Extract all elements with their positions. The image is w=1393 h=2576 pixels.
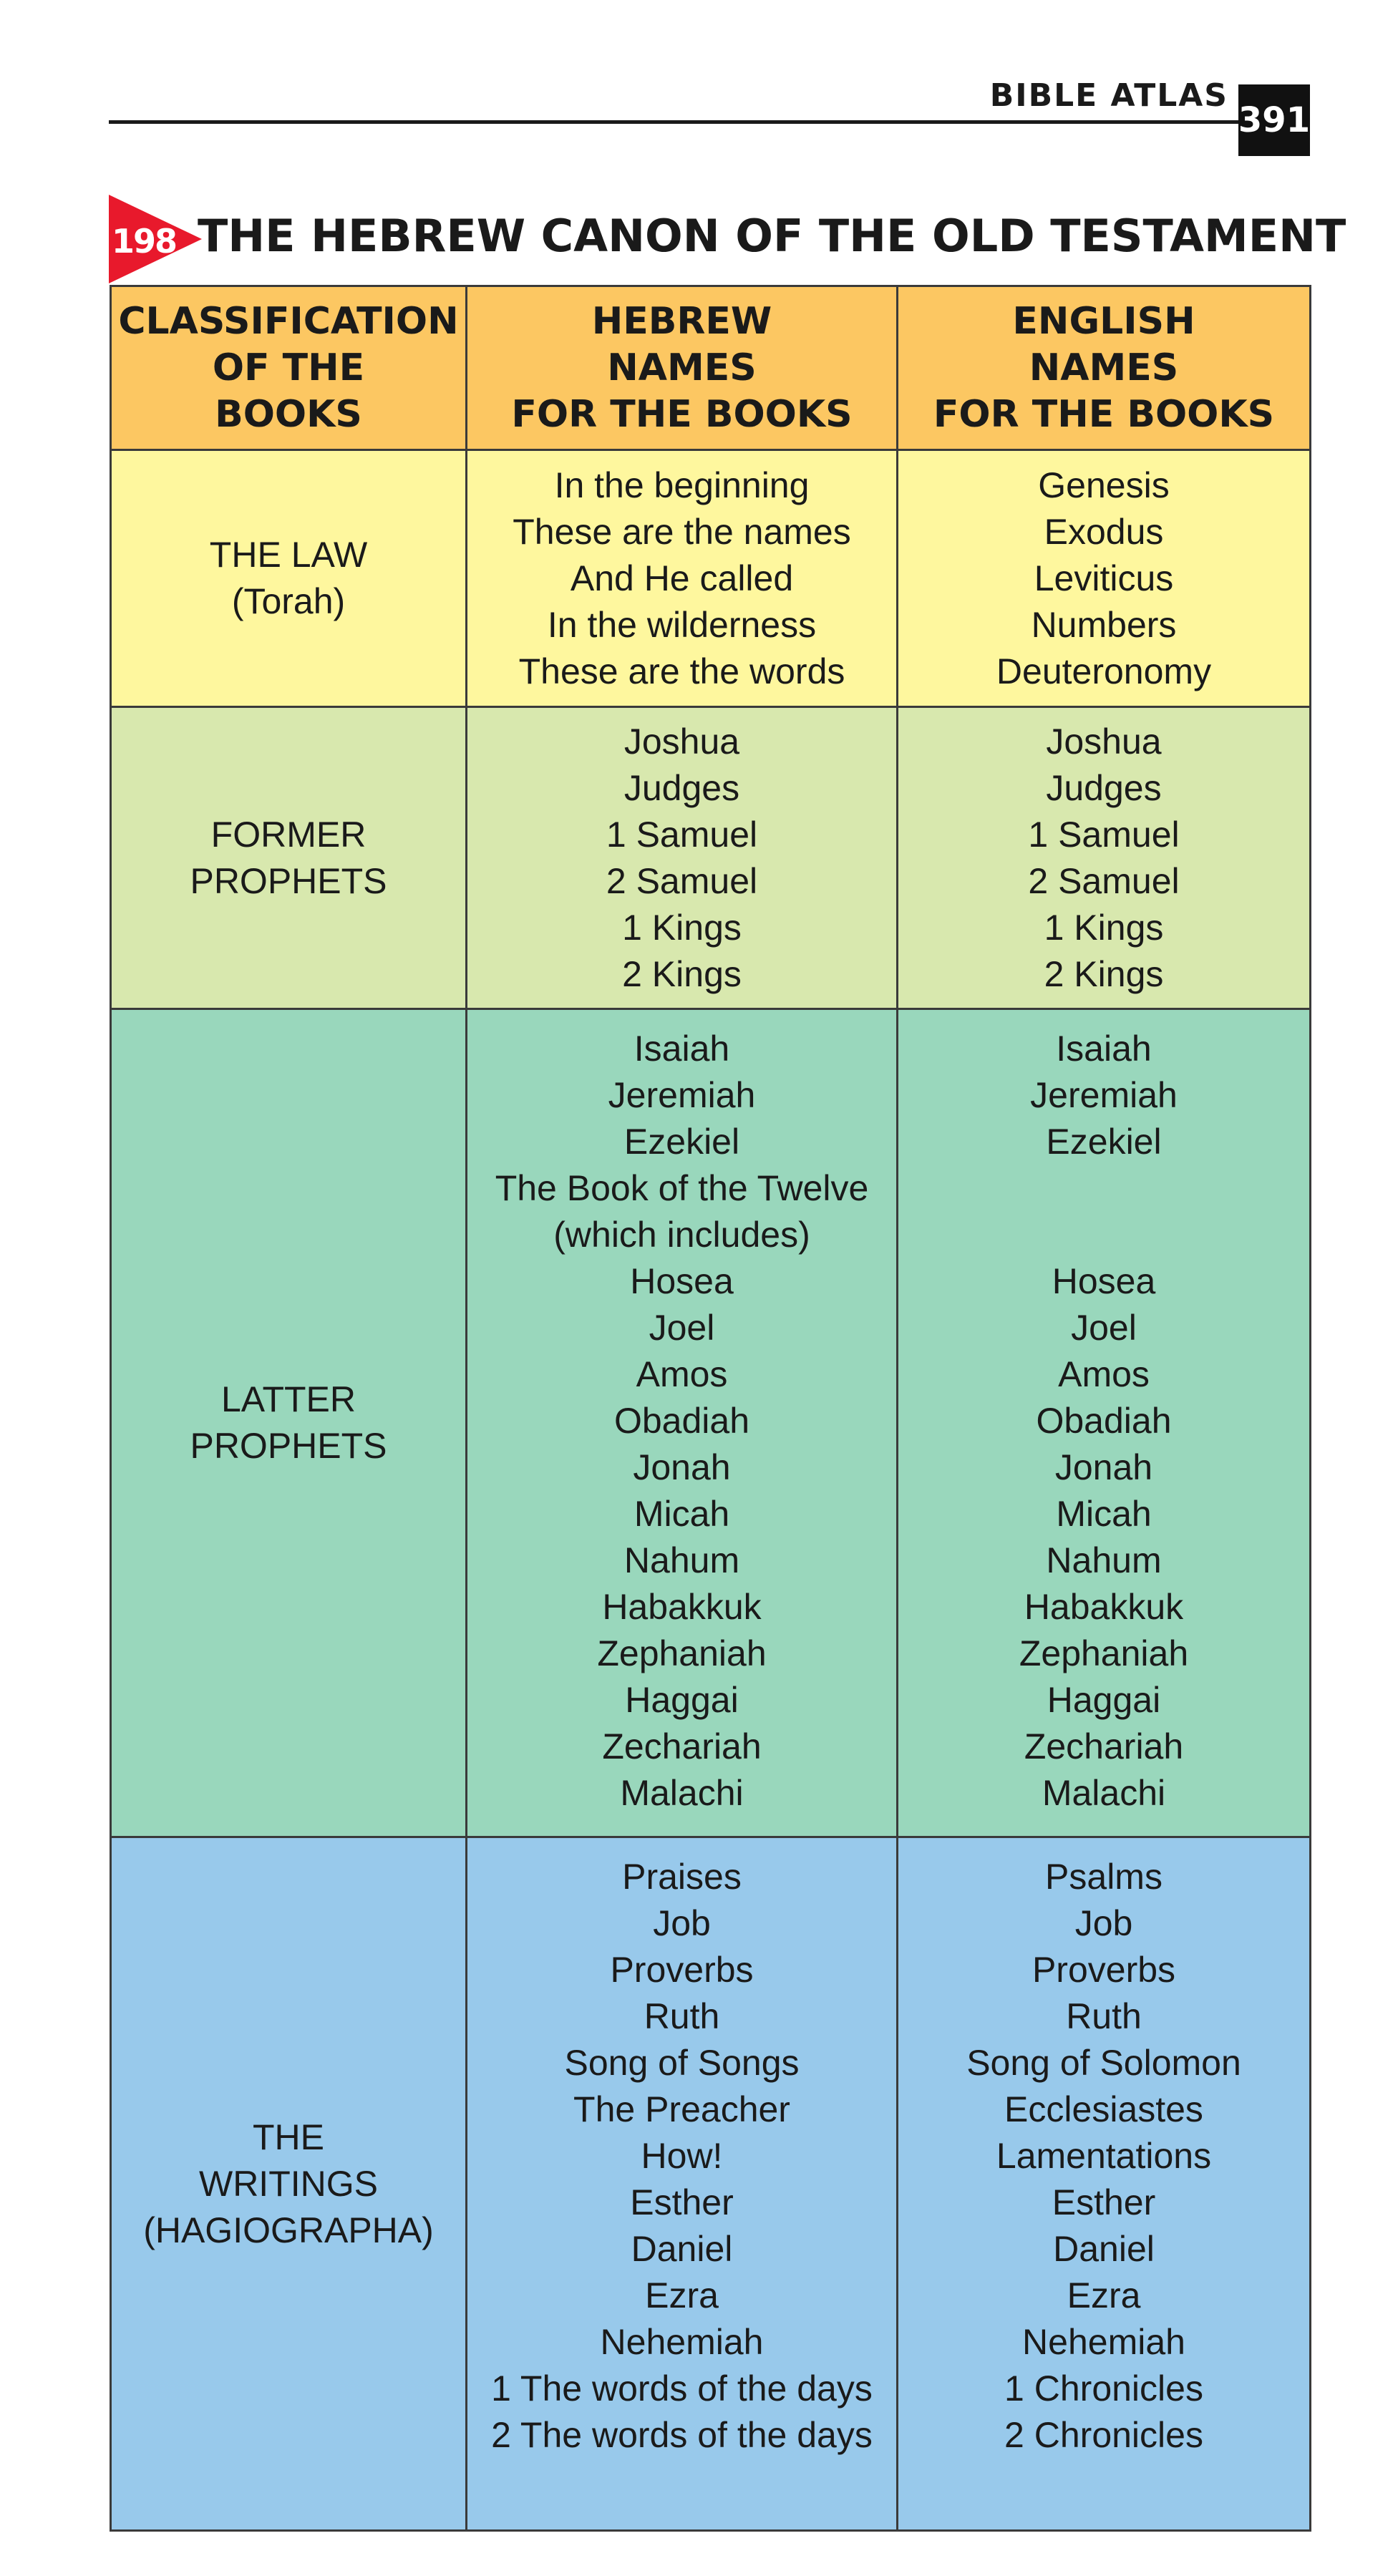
english-names-cell: [898, 450, 1311, 707]
book-name: Ezra: [1067, 2275, 1141, 2315]
book-name: Deuteronomy: [996, 651, 1212, 691]
english-names-cell: [898, 1837, 1311, 2531]
hebrew-names-cell: [467, 450, 898, 707]
book-name: Amos: [636, 1354, 728, 1394]
book-name: The Book of the Twelve: [495, 1168, 869, 1208]
book-name: In the wilderness: [547, 604, 817, 645]
book-name: Jeremiah: [1030, 1075, 1178, 1115]
classification-line: THE LAW: [209, 535, 368, 575]
book-name: Nehemiah: [1022, 2322, 1185, 2362]
book-name: 2 Samuel: [606, 860, 758, 901]
classification-line: LATTER: [221, 1379, 356, 1419]
book-name: Psalms: [1045, 1857, 1163, 1897]
classification-cell: [111, 450, 467, 707]
english-names-cell: [898, 707, 1311, 1009]
book-name: Joel: [649, 1308, 715, 1348]
book-name: Daniel: [1053, 2229, 1155, 2269]
running-head: [0, 0, 1393, 165]
book-name: Praises: [622, 1857, 742, 1897]
book-name: Judges: [1046, 767, 1162, 808]
book-name: 1 The words of the days: [491, 2368, 873, 2409]
column-header-classification: CLASSIFICATION OF THE BOOKS: [111, 286, 467, 450]
book-name: These are the names: [513, 511, 851, 552]
book-name: Nahum: [623, 1540, 740, 1580]
book-name: Joshua: [1046, 721, 1162, 762]
book-name: Leviticus: [1034, 558, 1174, 598]
book-name: Job: [1074, 1903, 1133, 1943]
book-name: Ruth: [1066, 1996, 1142, 2036]
book-name: Obadiah: [1036, 1401, 1172, 1441]
book-name: Jonah: [1054, 1447, 1153, 1487]
figure-number: 198: [112, 222, 177, 261]
book-name: 1 Samuel: [606, 814, 758, 855]
column-header-english: ENGLISH NAMES FOR THE BOOKS: [898, 286, 1311, 450]
book-name: How!: [641, 2136, 723, 2176]
book-name: [898, 1165, 1309, 1212]
table-row-former-prophets: [111, 707, 1311, 1009]
classification-line: THE: [253, 2116, 324, 2157]
book-name: (which includes): [553, 1215, 810, 1255]
classification-cell: [111, 1837, 467, 2531]
book-name: Song of Songs: [564, 2043, 800, 2083]
table-row-law: [111, 450, 1311, 707]
book-name: Judges: [623, 767, 740, 808]
book-name: Joel: [1071, 1308, 1137, 1348]
book-name: In the beginning: [554, 465, 810, 505]
book-name: Zephaniah: [1019, 1633, 1189, 1673]
classification-line: (Torah): [231, 581, 346, 621]
classification-cell: [111, 1009, 467, 1837]
book-name: Obadiah: [613, 1401, 750, 1441]
book-name: Nehemiah: [600, 2322, 764, 2362]
book-name: Zephaniah: [597, 1633, 767, 1673]
book-name: Song of Solomon: [966, 2043, 1241, 2083]
running-head-title: BIBLE ATLAS: [989, 77, 1228, 114]
book-name: Malachi: [620, 1773, 744, 1813]
book-name: [898, 1212, 1309, 1258]
english-names-cell: [898, 1009, 1311, 1837]
book-name: Proverbs: [1032, 1950, 1176, 1990]
book-name: Hosea: [1052, 1261, 1156, 1301]
book-name: Esther: [1052, 2182, 1156, 2222]
book-name: Daniel: [631, 2229, 733, 2269]
book-name: Jonah: [633, 1447, 731, 1487]
book-name: Zechariah: [1024, 1726, 1184, 1766]
book-name: 1 Kings: [1044, 907, 1164, 948]
book-name: Genesis: [1038, 465, 1170, 505]
book-name: Jeremiah: [608, 1075, 756, 1115]
book-name: 1 Chronicles: [1004, 2368, 1203, 2409]
book-name: 2 The words of the days: [491, 2415, 873, 2455]
book-name: Job: [653, 1903, 711, 1943]
book-name: Numbers: [1031, 604, 1177, 645]
book-name: Ruth: [644, 1996, 720, 2036]
book-name: Habakkuk: [1024, 1587, 1184, 1627]
classification-line: WRITINGS: [199, 2163, 378, 2204]
table-row-latter-prophets: [111, 1009, 1311, 1837]
book-name: Proverbs: [610, 1950, 754, 1990]
book-name: Haggai: [625, 1680, 739, 1720]
book-name: Nahum: [1046, 1540, 1162, 1580]
book-name: 1 Samuel: [1028, 814, 1180, 855]
classification-line: PROPHETS: [190, 860, 387, 901]
book-name: Micah: [634, 1494, 730, 1534]
column-header-hebrew: HEBREW NAMES FOR THE BOOKS: [467, 286, 898, 450]
book-name: The Preacher: [573, 2089, 790, 2129]
canon-table: [110, 285, 1311, 2532]
table-header-row: [111, 286, 1311, 450]
page-number: 391: [1238, 84, 1310, 156]
book-name: 2 Chronicles: [1004, 2415, 1203, 2455]
hebrew-names-cell: [467, 1837, 898, 2531]
book-name: Esther: [630, 2182, 734, 2222]
book-name: Joshua: [623, 721, 740, 762]
book-name: These are the words: [518, 651, 845, 691]
book-name: And He called: [570, 558, 794, 598]
classification-cell: [111, 707, 467, 1009]
hebrew-names-cell: [467, 707, 898, 1009]
book-name: Exodus: [1044, 511, 1164, 552]
book-name: Zechariah: [602, 1726, 762, 1766]
classification-line: FORMER: [210, 814, 367, 855]
book-name: Isaiah: [1056, 1029, 1152, 1069]
book-name: Malachi: [1042, 1773, 1166, 1813]
book-name: Hosea: [630, 1261, 734, 1301]
book-name: Isaiah: [634, 1029, 730, 1069]
book-name: 2 Samuel: [1028, 860, 1180, 901]
book-name: Ecclesiastes: [1004, 2089, 1203, 2129]
hebrew-names-cell: [467, 1009, 898, 1837]
book-name: 2 Kings: [1044, 953, 1164, 994]
classification-line: (HAGIOGRAPHA): [143, 2210, 434, 2250]
classification-line: PROPHETS: [190, 1426, 387, 1466]
book-name: Habakkuk: [602, 1587, 762, 1627]
book-name: Ezra: [645, 2275, 719, 2315]
page-title: THE HEBREW CANON OF THE OLD TESTAMENT: [198, 210, 1346, 262]
header-rule: [109, 120, 1243, 124]
book-name: Micah: [1056, 1494, 1152, 1534]
book-name: Ezekiel: [623, 1122, 740, 1162]
book-name: Haggai: [1047, 1680, 1161, 1720]
book-name: 1 Kings: [622, 907, 742, 948]
book-name: Ezekiel: [1046, 1122, 1162, 1162]
book-name: Amos: [1058, 1354, 1150, 1394]
book-name: Lamentations: [996, 2136, 1212, 2176]
table-row-writings: [111, 1837, 1311, 2531]
book-name: 2 Kings: [622, 953, 742, 994]
